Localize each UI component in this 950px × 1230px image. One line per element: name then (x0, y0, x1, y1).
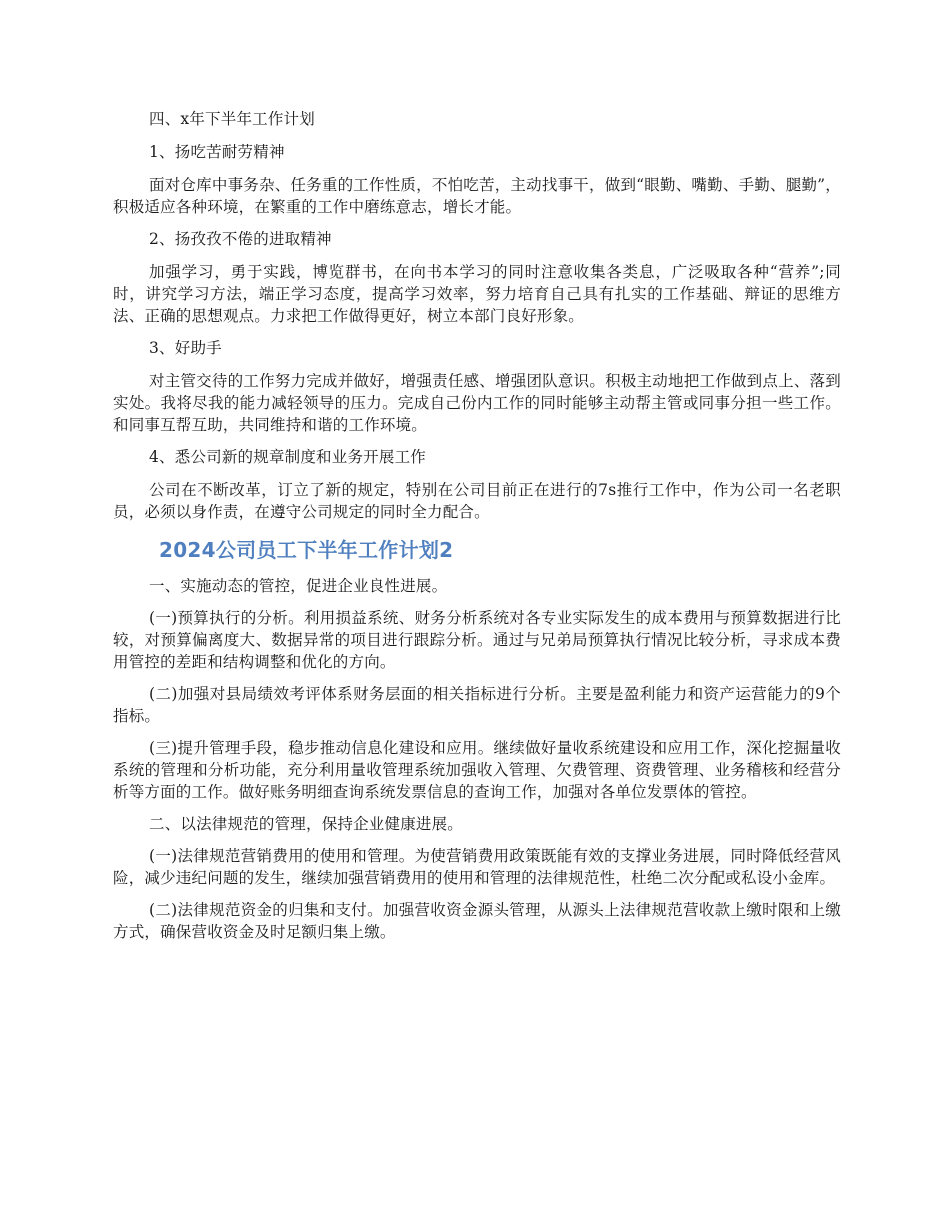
paragraph-5: 二、以法律规范的管理，保持企业健康进展。 (149, 815, 464, 833)
item-title-3: 3、好助手 (149, 339, 222, 357)
item-body-1: 面对仓库中事务杂、任务重的工作性质，不怕吃苦，主动找事干，做到“眼勤、嘴勤、手勤、腿勤”，积极适应各种环境，在繁重的工作中磨练意志，增长才能。 (113, 176, 841, 216)
document-body (113, 108, 841, 953)
part-heading: 四、x年下半年工作计划 (149, 110, 315, 128)
paragraph-7: (二)法律规范资金的归集和支付。加强营收资金源头管理，从源头上法律规范营收款上缴时限和上缴方式，确保营收资金及时足额归集上缴。 (113, 901, 841, 941)
item-title-1: 1、扬吃苦耐劳精神 (149, 143, 285, 161)
paragraph-1: 一、实施动态的管控，促进企业良性进展。 (149, 577, 448, 595)
item-title-4: 4、悉公司新的规章制度和业务开展工作 (149, 448, 426, 466)
item-body-2: 加强学习，勇于实践，博览群书，在向书本学习的同时注意收集各类息，广泛吸取各种“营养”;同时，讲究学习方法，端正学习态度，提高学习效率，努力培育自己具有扎实的工作基础、辩证的思维方法、正确的思想观点。力求把工作做得更好，树立本部门良好形象。 (113, 263, 841, 325)
paragraph-6: (一)法律规范营销费用的使用和管理。为使营销费用政策既能有效的支撑业务进展，同时降低经营风险，减少违纪问题的发生，继续加强营销费用的使用和管理的法律规范性，杜绝二次分配或私设小金库。 (113, 847, 841, 887)
item-title-2: 2、扬孜孜不倦的进取精神 (149, 230, 332, 248)
paragraph-4: (三)提升管理手段，稳步推动信息化建设和应用。继续做好量收系统建设和应用工作，深化挖掘量收系统的管理和分析功能，充分利用量收管理系统加强收入管理、欠费管理、资费管理、业务稽核和经营分析等方面的工作。做好账务明细查询系统发票信息的查询工作，加强对各单位发票体的管控。 (113, 739, 841, 801)
item-body-4: 公司在不断改革，订立了新的规定，特别在公司目前正在进行的7s推行工作中，作为公司一名老职员，必须以身作责，在遵守公司规定的同时全力配合。 (113, 481, 841, 521)
paragraph-3: (二)加强对县局绩效考评体系财务层面的相关指标进行分析。主要是盈利能力和资产运营能力的9个指标。 (113, 685, 841, 725)
paragraph-2: (一)预算执行的分析。利用损益系统、财务分析系统对各专业实际发生的成本费用与预算数据进行比较，对预算偏离度大、数据异常的项目进行跟踪分析。通过与兄弟局预算执行情况比较分析，寻求成本费用管控的差距和结构调整和优化的方向。 (113, 609, 841, 671)
section-title: 2024公司员工下半年工作计划2 (159, 538, 454, 562)
item-body-3: 对主管交待的工作努力完成并做好，增强责任感、增强团队意识。积极主动地把工作做到点上、落到实处。我将尽我的能力减轻领导的压力。完成自己份内工作的同时能够主动帮主管或同事分担一些工作。和同事互帮互助，共同维持和谐的工作环境。 (113, 372, 841, 434)
